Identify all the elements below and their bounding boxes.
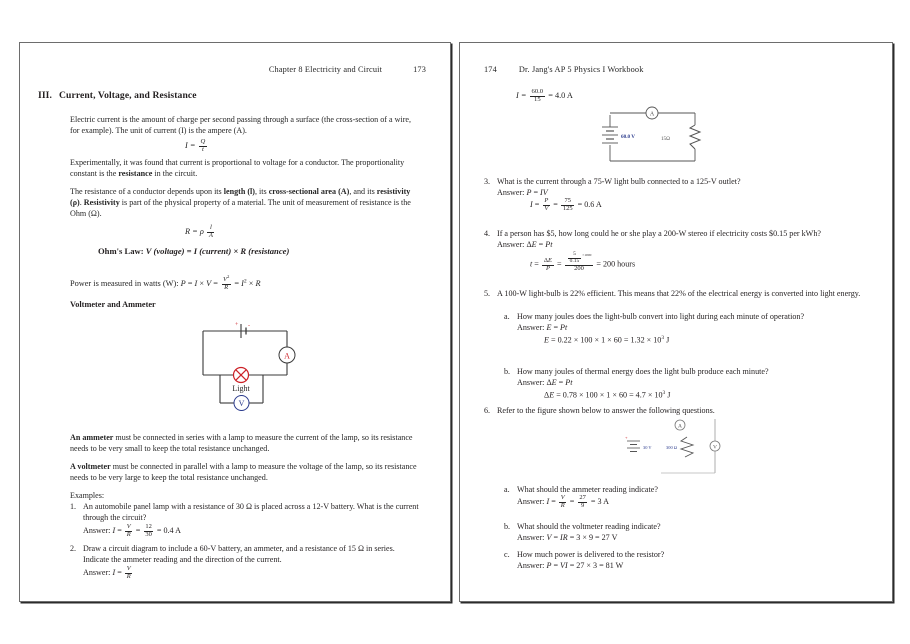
equation-resistance: R = ρ $\frac{l}{A}$ bbox=[185, 224, 213, 239]
example-1-question: An automobile panel lamp with a resistance of 30 Ω is placed across a 12-V battery. What is the current through the circuit? bbox=[83, 502, 419, 523]
running-head-title: Dr. Jang's AP 5 Physics I Workbook bbox=[518, 65, 644, 74]
problem-3-answer-label: Answer: bbox=[497, 188, 525, 198]
example-1 bbox=[70, 501, 422, 538]
problem-5b-answer-label: Answer: bbox=[517, 378, 545, 388]
problem-6c-answer: Answer: P = VI = 27 × 3 = 81 W bbox=[517, 561, 624, 571]
problem-5b-label: b. bbox=[504, 367, 511, 376]
problem-4-answer-line1: Answer: ΔE = Pt bbox=[497, 240, 553, 250]
example-2 bbox=[70, 543, 422, 580]
svg-text:-: - bbox=[248, 323, 250, 329]
ammeter-label: A bbox=[284, 351, 290, 361]
problem-4-answer-label: Answer: bbox=[497, 240, 525, 250]
examples-label: Examples: bbox=[70, 491, 105, 500]
problem-5b bbox=[504, 366, 870, 401]
problem-5a-label: a. bbox=[504, 312, 510, 321]
problem-6b-answer: Answer: V = IR = 3 × 9 = 27 V bbox=[517, 533, 618, 543]
ohms-law-body: V (voltage) = I (current) × R (resistance) bbox=[145, 246, 290, 256]
problem-3-question: What is the current through a 75-W light bulb connected to a 125-V outlet? bbox=[497, 177, 741, 186]
voltmeter-note-bold: A voltmeter bbox=[70, 462, 111, 471]
p3-bold-resistivity-2: Resistivity bbox=[83, 198, 120, 208]
problem-4-answer-line2: t = $\frac{\Delta E}{P}$ = $\frac{5}{0.15}$ $^{\times 1000}$ 200 = 200 hours bbox=[530, 251, 636, 272]
section-title: Current, Voltage, and Resistance bbox=[59, 90, 197, 101]
problem-5-label: 5. bbox=[484, 289, 491, 298]
problem-3 bbox=[484, 176, 870, 213]
running-head-chapter: Chapter 8 Electricity and Circuit bbox=[268, 65, 383, 74]
page-174 bbox=[459, 42, 893, 602]
page-173 bbox=[19, 42, 451, 602]
problem-6c-answer-label: Answer: bbox=[517, 561, 545, 571]
running-head-right bbox=[484, 65, 644, 74]
voltmeter-note-text: must be connected in parallel with a lamp to measure the voltage of the lamp, so its resistance needs to be very large to keep the total resistance unchanged. bbox=[70, 462, 417, 483]
battery-label-60v: 60.0 V bbox=[621, 134, 636, 140]
ammeter-note bbox=[70, 432, 420, 454]
example-1-answer: Answer: I = $\frac{V}{R}$ = $\frac{12}{30}$ = 0.4 A bbox=[83, 522, 181, 538]
problem-6b-question: What should the voltmeter reading indicate? bbox=[517, 522, 661, 531]
eq-result: = 4.0 A bbox=[548, 90, 573, 100]
p3-seg-c: , its bbox=[254, 187, 269, 196]
continued-answer-equation: I = $\frac{60.0}{15}$ = 4.0 A bbox=[516, 88, 573, 103]
page-number-173: 173 bbox=[413, 65, 426, 74]
voltmeter-note bbox=[70, 461, 420, 483]
problem-4 bbox=[484, 228, 870, 272]
resistor-label-fig3: 300 Ω bbox=[666, 445, 677, 450]
ohms-law-line bbox=[98, 246, 289, 256]
problem-6c-label: c. bbox=[504, 550, 510, 559]
problem-6c-question: How much power is delivered to the resistor? bbox=[517, 550, 665, 559]
bold-resistance: resistance bbox=[118, 169, 153, 179]
p3-bold-length: length (l) bbox=[223, 187, 255, 196]
problem-5b-answer-line2: $\Delta E = 0.78 \times 100 \times 1 \times 60 = 4.7 \times 10^3$ J bbox=[544, 390, 671, 401]
problem-5a-question: How many joules does the light-bulb convert into light during each minute of operation? bbox=[517, 312, 805, 321]
p3-seg-g: . bbox=[79, 198, 84, 208]
problem-6a-answer: Answer: I = $\frac{V}{R}$ = $\frac{27}{9}$ = 3 A bbox=[517, 494, 609, 509]
ammeter-label-fig3: A bbox=[678, 423, 682, 430]
problem-5b-answer-line1: Answer: ΔE = Pt bbox=[517, 378, 573, 388]
problem-6a-label: a. bbox=[504, 485, 510, 494]
power-formula-line: Power is measured in watts (W): P = I × V = $\frac{V^2}{R}$ = $I^2 \times R$ bbox=[70, 274, 261, 291]
p3-seg-i: is part of the physical property of a material. The unit of measurement of resistance is the Ohm (Ω). bbox=[70, 198, 411, 219]
series-circuit-60v-15ohm bbox=[590, 105, 720, 171]
svg-text:+: + bbox=[625, 435, 628, 440]
problem-3-label: 3. bbox=[484, 177, 491, 186]
paragraph-current-definition: Electric current is the amount of charge per second passing through a surface (the cross-section of a wire, for example). The unit of current (I) is the ampere (A). bbox=[70, 115, 412, 136]
problem-6a bbox=[504, 484, 870, 509]
voltmeter-ammeter-heading: Voltmeter and Ammeter bbox=[70, 300, 156, 309]
problem-5a-answer-line1: Answer: E = Pt bbox=[517, 323, 568, 333]
paragraph-proportionality: Experimentally, it was found that current is proportional to voltage for a conductor. The proportionality constant is the resistance in the circuit. bbox=[70, 158, 405, 179]
example-2-question: Draw a circuit diagram to include a 60-V battery, an ammeter, and a resistance of 15 Ω in series. Indicate the ammeter reading and the direction of the current. bbox=[83, 544, 395, 565]
problem-4-question: If a person has $5, how long could he or she play a 200-W stereo if electricity costs $0.15 per kWh? bbox=[497, 229, 821, 238]
p3-seg-e: , and its bbox=[349, 187, 377, 196]
p3-bold-area: cross-sectional area (A) bbox=[268, 187, 350, 196]
ammeter-voltmeter-resistor-circuit bbox=[615, 415, 745, 487]
section-numeral: III. bbox=[38, 90, 52, 101]
ohms-law-label: Ohm's Law: bbox=[98, 246, 144, 256]
resistor-label-15ohm: 15Ω bbox=[660, 136, 670, 142]
problem-6b bbox=[504, 521, 870, 543]
ammeter-note-bold: An ammeter bbox=[70, 433, 114, 442]
problem-6c bbox=[504, 549, 870, 571]
problem-5a-answer-label: Answer: bbox=[517, 323, 545, 333]
problem-6b-label: b. bbox=[504, 522, 511, 531]
problem-5 bbox=[484, 288, 870, 299]
section-heading bbox=[38, 90, 197, 101]
example-2-label: 2. bbox=[70, 544, 77, 553]
problem-3-answer-line2: I = $\frac{P}{V}$ = $\frac{75}{125}$ = 0.6 A bbox=[530, 197, 602, 213]
page-number-174: 174 bbox=[484, 65, 497, 74]
voltmeter-label: V bbox=[238, 399, 245, 409]
problem-3-answer-line1: Answer: P = IV bbox=[497, 188, 548, 198]
problem-5a-answer-line2: $E = 0.22 \times 100 \times 1 \times 60 = 1.32 \times 10^3$ J bbox=[544, 335, 670, 346]
problem-6a-question: What should the ammeter reading indicate? bbox=[517, 485, 658, 494]
paragraph-resistance-factors bbox=[70, 186, 420, 220]
example-2-answer: Answer: I = $\frac{V}{R}$ bbox=[83, 564, 131, 580]
example-1-answer-label: Answer: bbox=[83, 525, 111, 535]
ammeter-label-fig2: A bbox=[649, 111, 655, 118]
equation-current: I = $\frac{Q}{t}$ bbox=[185, 138, 206, 153]
battery-label-fig3: 30 V bbox=[643, 445, 652, 450]
light-label: Light bbox=[232, 384, 250, 393]
problem-5b-question: How many joules of thermal energy does the light bulb produce each minute? bbox=[517, 367, 769, 376]
problem-6b-answer-label: Answer: bbox=[517, 533, 545, 543]
p3-seg-a: The resistance of a conductor depends upon its bbox=[70, 187, 224, 196]
example-1-label: 1. bbox=[70, 502, 77, 511]
problem-5-question: A 100-W light-bulb is 22% efficient. This means that 22% of the electrical energy is converted into light energy. bbox=[497, 289, 861, 298]
voltmeter-label-fig3: V bbox=[713, 444, 717, 451]
eq-numerator: 60.0 bbox=[531, 88, 544, 95]
ammeter-note-text: must be connected in series with a lamp to measure the current of the lamp, so its resistance needs to be very small to keep the total resistance unchanged. bbox=[70, 433, 413, 454]
p3-bold-resistivity: resistivity (ρ) bbox=[70, 187, 411, 208]
running-head-left bbox=[269, 65, 426, 74]
problem-6-question: Refer to the figure shown below to answer the following questions. bbox=[497, 406, 715, 415]
voltmeter-ammeter-circuit bbox=[175, 315, 315, 415]
problem-5a bbox=[504, 311, 870, 346]
problem-4-label: 4. bbox=[484, 229, 491, 238]
svg-text:+: + bbox=[235, 322, 239, 328]
problem-6a-answer-label: Answer: bbox=[517, 497, 545, 507]
eq-denominator: 15 bbox=[530, 96, 545, 104]
problem-6-label: 6. bbox=[484, 406, 491, 415]
example-2-answer-label: Answer: bbox=[83, 567, 111, 577]
